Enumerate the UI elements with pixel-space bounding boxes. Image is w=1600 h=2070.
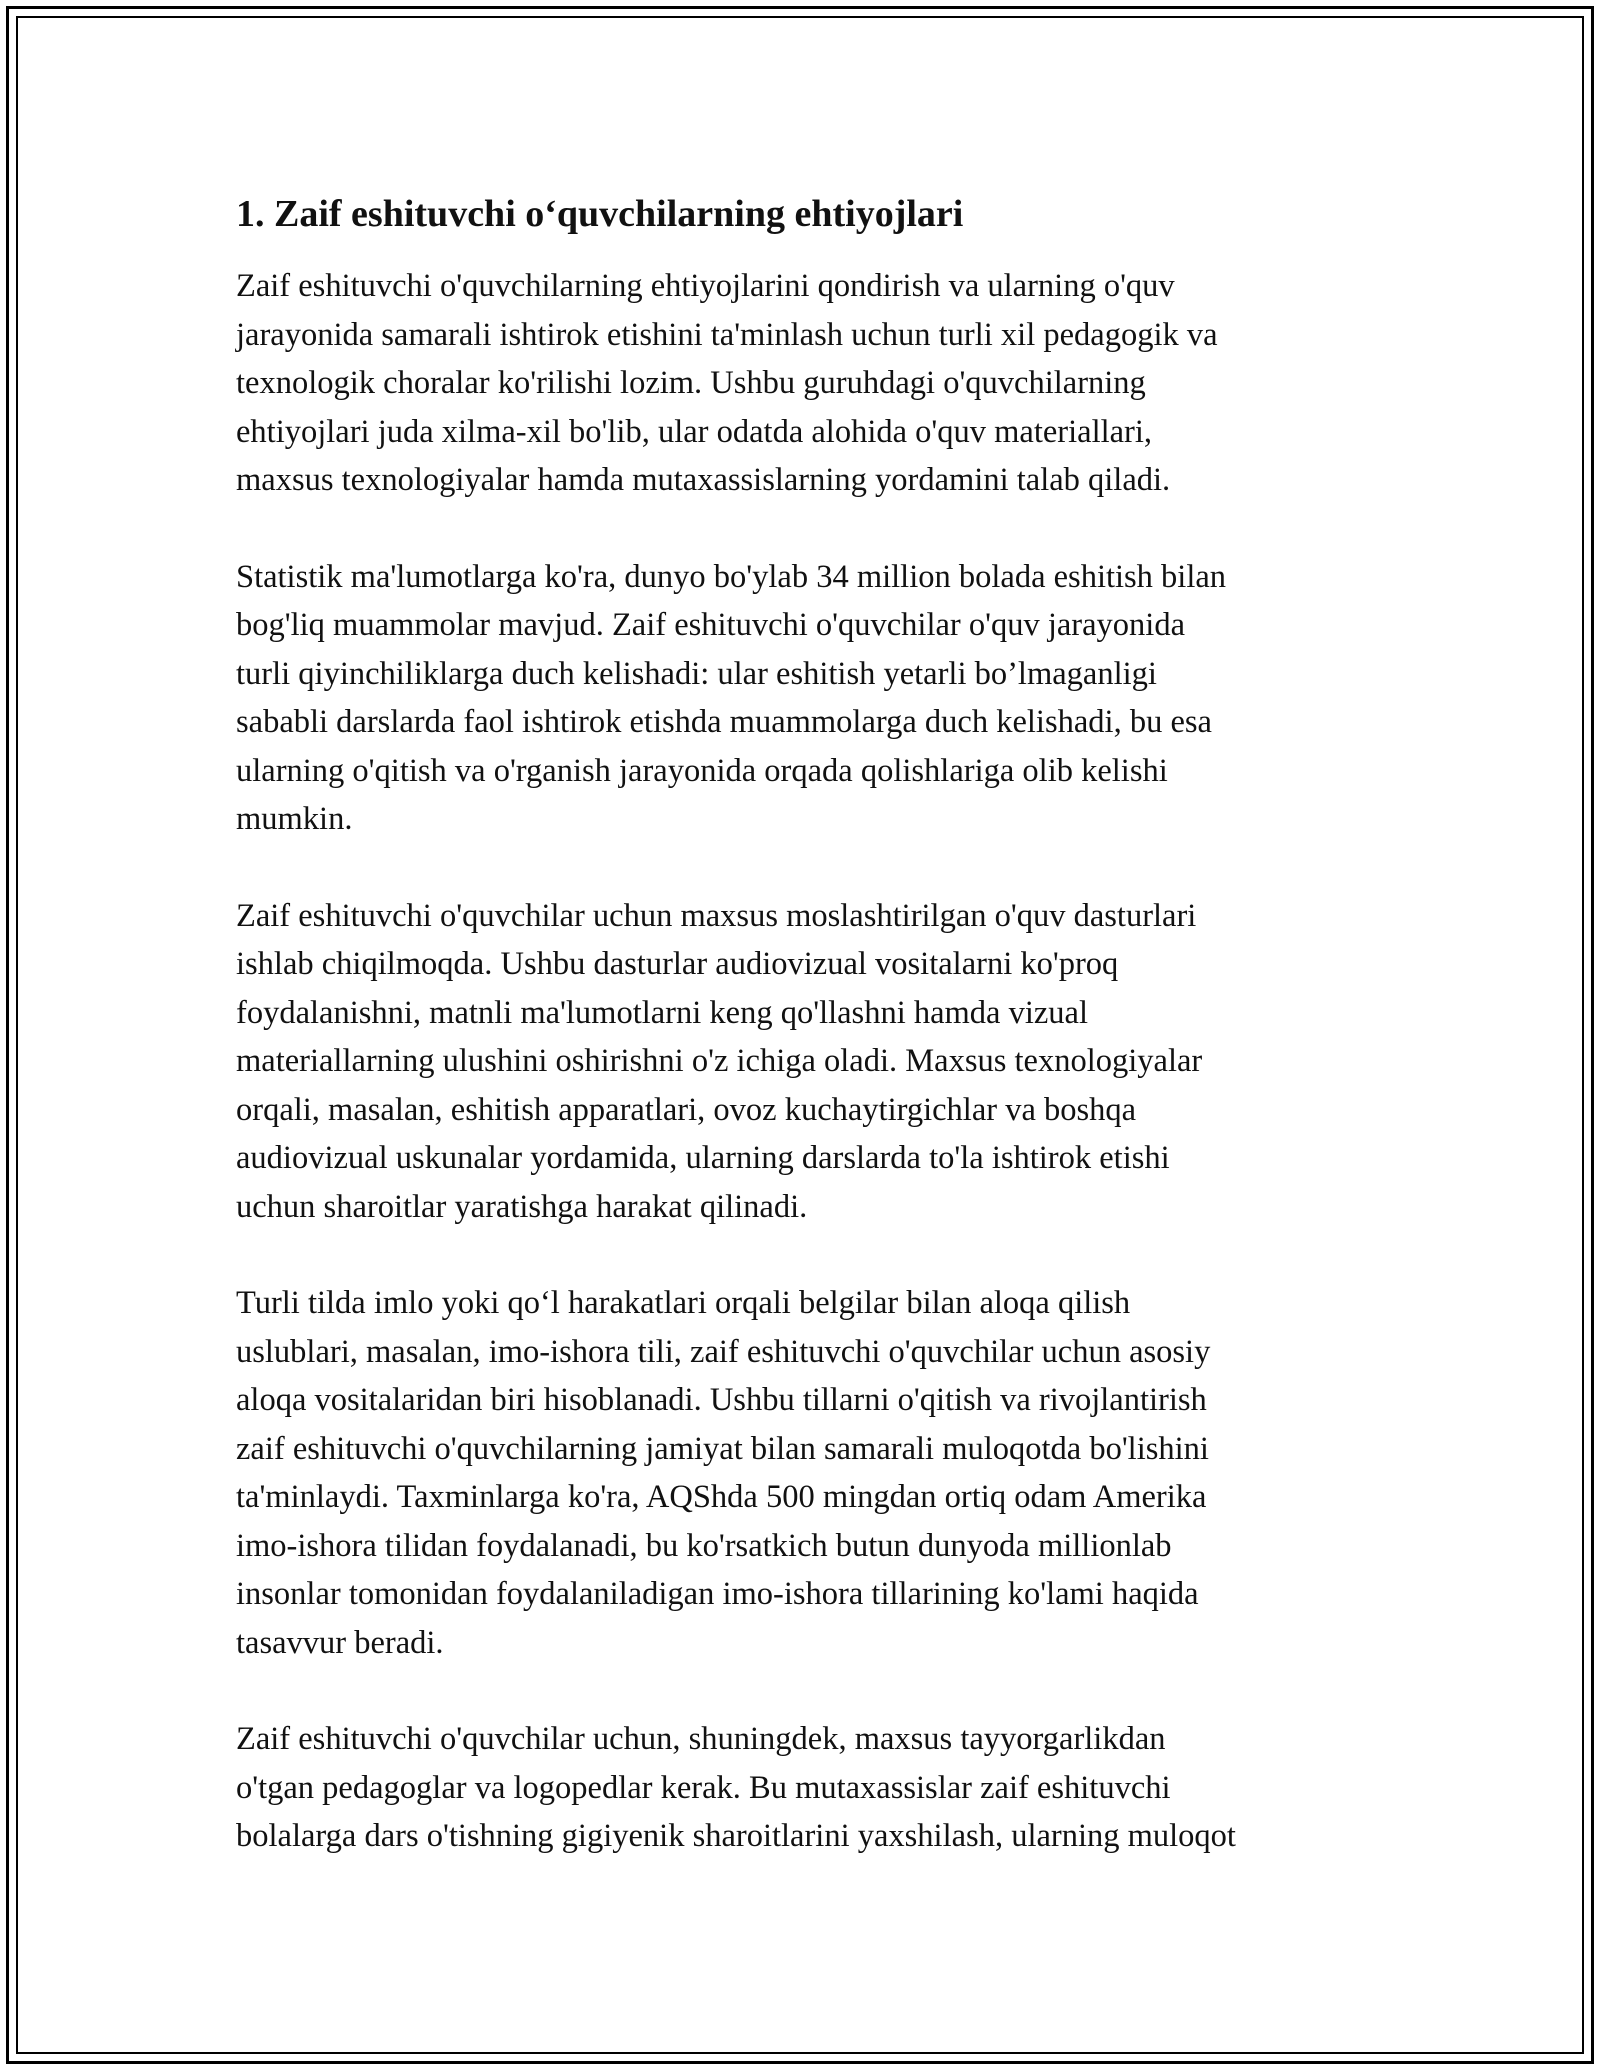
paragraph-line: zaif eshituvchi o'quvchilarning jamiyat bilan samarali muloqotda bo'lishini bbox=[236, 1430, 1209, 1467]
paragraph-line: foydalanishni, matnli ma'lumotlarni keng qo'llashni hamda vizual bbox=[236, 994, 1089, 1031]
paragraph-line: tasavvur beradi. bbox=[236, 1624, 444, 1661]
paragraph-line: audiovizual uskunalar yordamida, ularning darslarda to'la ishtirok etishi bbox=[236, 1140, 1170, 1176]
paragraph-line: Zaif eshituvchi o'quvchilarning ehtiyojlarini qondirish va ularning o'quv bbox=[236, 268, 1175, 304]
paragraph-line: mumkin. bbox=[236, 801, 353, 837]
paragraph-line: bog'liq muammolar mavjud. Zaif eshituvchi o'quvchilar o'quv jarayonida bbox=[236, 607, 1186, 643]
paragraph-line: turli qiyinchiliklarga duch kelishadi: ular eshitish yetarli bo’lmaganligi bbox=[236, 655, 1157, 692]
paragraph-line: Zaif eshituvchi o'quvchilar uchun maxsus moslashtirilgan o'quv dasturlari bbox=[236, 897, 1197, 934]
paragraph-line: uslublari, masalan, imo-ishora tili, zaif eshituvchi o'quvchilar uchun asosiy bbox=[236, 1333, 1211, 1370]
paragraph-line: sababli darslarda faol ishtirok etishda muammolarga duch kelishadi, bu esa bbox=[236, 704, 1212, 740]
paragraph bbox=[236, 1715, 1396, 1861]
paragraph-line: maxsus texnologiyalar hamda mutaxassislarning yordamini talab qiladi. bbox=[236, 462, 1171, 498]
paragraph-line: ishlab chiqilmoqda. Ushbu dasturlar audiovizual vositalarni ko'proq bbox=[236, 946, 1119, 982]
paragraph-list bbox=[236, 262, 1396, 1861]
paragraph-line: ta'minlaydi. Taxminlarga ko'ra, AQShda 500 mingdan ortiq odam Amerika bbox=[236, 1479, 1207, 1515]
paragraph-line: materiallarning ulushini oshirishni o'z ichiga oladi. Maxsus texnologiyalar bbox=[236, 1043, 1203, 1079]
paragraph bbox=[236, 553, 1396, 844]
paragraph-line: uchun sharoitlar yaratishga harakat qilinadi. bbox=[236, 1188, 808, 1225]
paragraph-line: o'tgan pedagoglar va logopedlar kerak. Bu mutaxassislar zaif eshituvchi bbox=[236, 1769, 1171, 1806]
paragraph bbox=[236, 262, 1396, 505]
paragraph-line: bolalarga dars o'tishning gigiyenik sharoitlarini yaxshilash, ularning muloqot bbox=[236, 1818, 1236, 1854]
paragraph-line: aloqa vositalaridan biri hisoblanadi. Ushbu tillarni o'qitish va rivojlantirish bbox=[236, 1382, 1207, 1418]
paragraph-line: insonlar tomonidan foydalaniladigan imo-ishora tillarining ko'lami haqida bbox=[236, 1576, 1199, 1612]
paragraph-line: ularning o'qitish va o'rganish jarayonida orqada qolishlariga olib kelishi bbox=[236, 752, 1168, 789]
paragraph-line: imo-ishora tilidan foydalanadi, bu ko'rsatkich butun dunyoda millionlab bbox=[236, 1527, 1172, 1564]
paragraph-line: jarayonida samarali ishtirok etishini ta'minlash uchun turli xil pedagogik va bbox=[236, 316, 1218, 353]
paragraph-line: texnologik choralar ko'rilishi lozim. Ushbu guruhdagi o'quvchilarning bbox=[236, 365, 1146, 401]
section-heading: 1. Zaif eshituvchi o‘quvchilarning ehtiyojlari bbox=[236, 193, 964, 235]
document-body bbox=[236, 188, 1396, 1909]
paragraph bbox=[236, 892, 1396, 1232]
paragraph-line: Zaif eshituvchi o'quvchilar uchun, shuningdek, maxsus tayyorgarlikdan bbox=[236, 1721, 1166, 1757]
paragraph-line: ehtiyojlari juda xilma-xil bo'lib, ular odatda alohida o'quv materiallari, bbox=[236, 413, 1153, 450]
paragraph-line: orqali, masalan, eshitish apparatlari, ovoz kuchaytirgichlar va boshqa bbox=[236, 1091, 1137, 1128]
paragraph-line: Statistik ma'lumotlarga ko'ra, dunyo bo'ylab 34 million bolada eshitish bilan bbox=[236, 558, 1227, 595]
paragraph-line: Turli tilda imlo yoki qo‘l harakatlari orqali belgilar bilan aloqa qilish bbox=[236, 1285, 1131, 1321]
paragraph bbox=[236, 1279, 1396, 1667]
